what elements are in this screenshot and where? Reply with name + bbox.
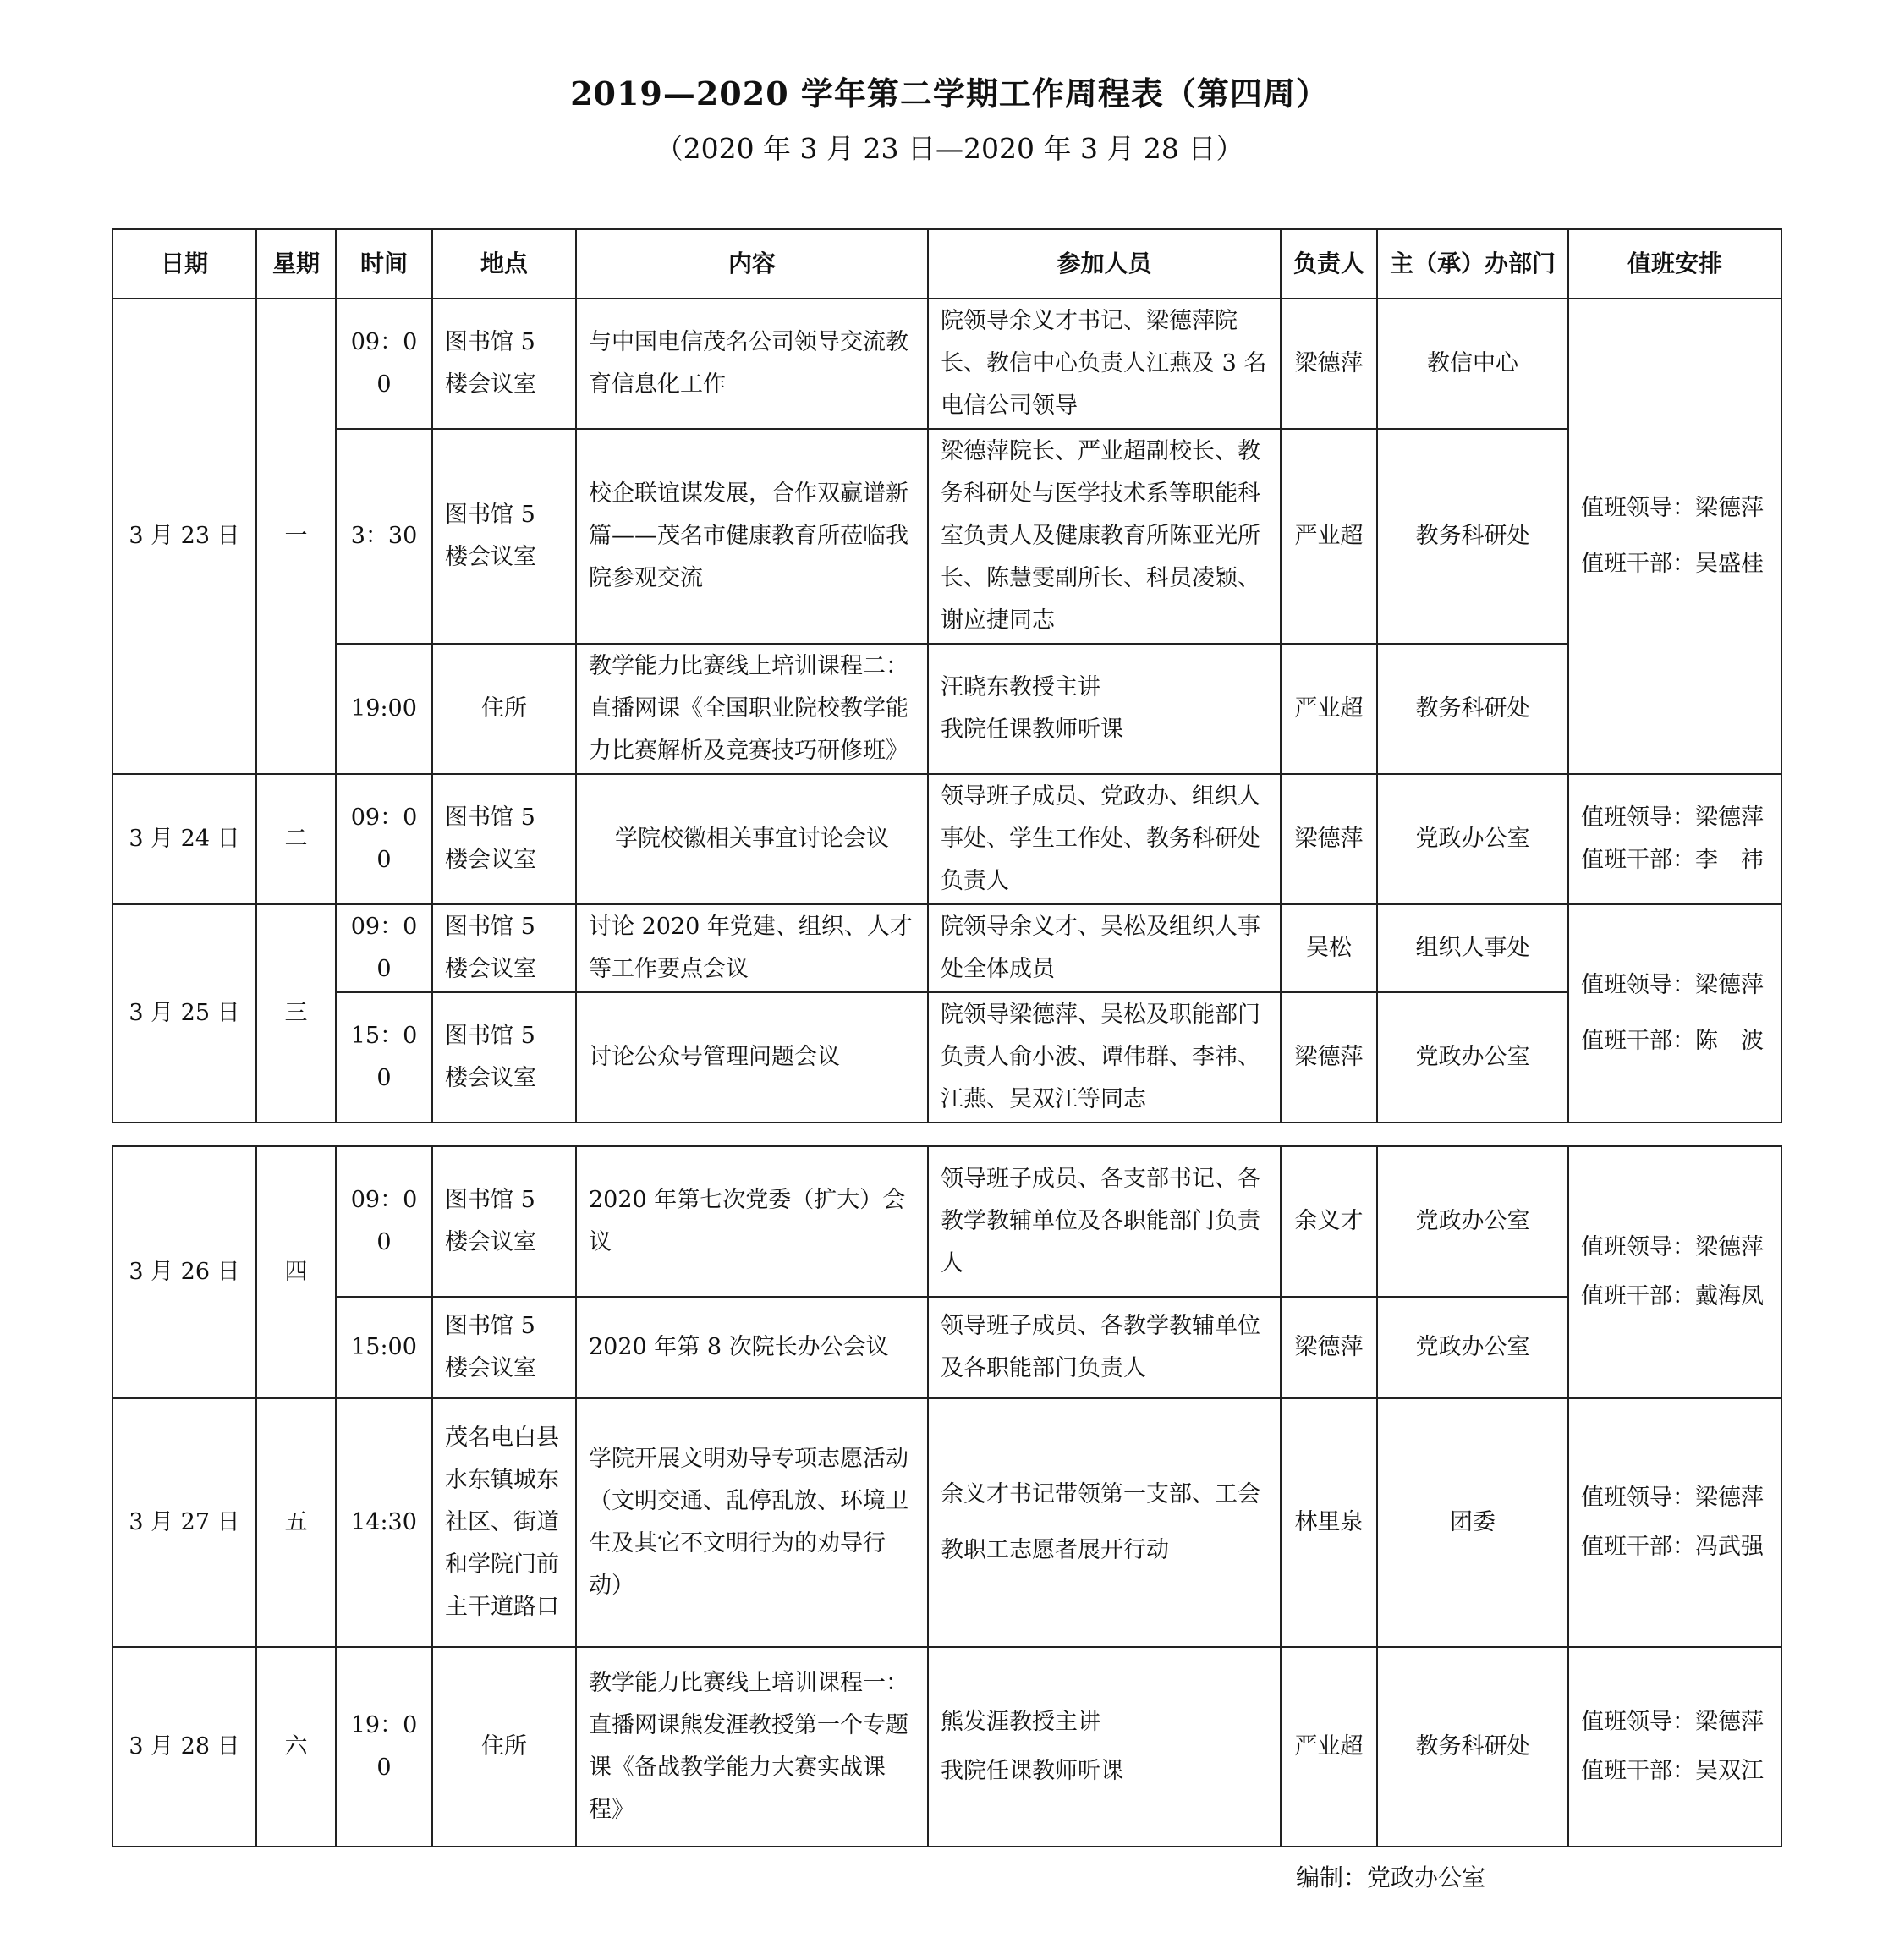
content-cell: 教学能力比赛线上培训课程一：直播网课熊发涯教授第一个专题课《备战教学能力大赛实战课程》: [576, 1647, 928, 1847]
table-row: [113, 1297, 1781, 1398]
time-cell: 15:00: [336, 1297, 432, 1398]
date-cell: 3 月 28 日: [113, 1647, 256, 1847]
place-cell: 茂名电白县水东镇城东社区、街道和学院门前主干道路口: [432, 1398, 576, 1647]
participants-cell: 院领导梁德萍、吴松及职能部门负责人俞小波、谭伟群、李祎、江燕、吴双江等同志: [928, 992, 1281, 1123]
weekday-cell: 一: [256, 299, 336, 774]
duty-cadre: 值班干部：吴盛桂: [1581, 551, 1764, 577]
content-cell: 与中国电信茂名公司领导交流教育信息化工作: [576, 299, 928, 429]
header-time: 时间: [336, 229, 432, 299]
place-cell: 图书馆 5 楼会议室: [432, 1297, 576, 1398]
time-cell: 19:00: [336, 644, 432, 774]
lead-cell: 梁德萍: [1281, 774, 1377, 904]
lead-cell: 梁德萍: [1281, 299, 1377, 429]
table-row: [113, 299, 1781, 429]
header-lead: 负责人: [1281, 229, 1377, 299]
table-row: [113, 992, 1781, 1123]
date-cell: 3 月 26 日: [113, 1146, 256, 1398]
duty-cell: [1568, 1146, 1781, 1398]
dept-cell: 团委: [1377, 1398, 1568, 1647]
participants-cell: 汪晓东教授主讲 我院任课教师听课: [928, 644, 1281, 774]
duty-leader: 值班领导：梁德萍: [1581, 1485, 1764, 1511]
dept-cell: 党政办公室: [1377, 1297, 1568, 1398]
lead-cell: 梁德萍: [1281, 992, 1377, 1123]
time-cell: 09：00: [336, 299, 432, 429]
date-cell: 3 月 25 日: [113, 904, 256, 1123]
dept-cell: 教务科研处: [1377, 1647, 1568, 1847]
header-participants: 参加人员: [928, 229, 1281, 299]
table-row: [113, 1647, 1781, 1847]
dept-cell: 教务科研处: [1377, 429, 1568, 644]
participants-cell: 余义才书记带领第一支部、工会教职工志愿者展开行动: [928, 1398, 1281, 1647]
duty-leader: 值班领导：梁德萍: [1581, 1709, 1764, 1735]
place-cell: 住所: [432, 644, 576, 774]
table-row: [113, 1146, 1781, 1297]
lead-cell: 严业超: [1281, 644, 1377, 774]
header-dept: 主（承）办部门: [1377, 229, 1568, 299]
participants-cell: 院领导余义才书记、梁德萍院长、教信中心负责人江燕及 3 名电信公司领导: [928, 299, 1281, 429]
compiled-by: 编制：党政办公室: [1296, 1864, 1486, 1891]
dept-cell: 党政办公室: [1377, 1146, 1568, 1297]
lead-cell: 严业超: [1281, 429, 1377, 644]
duty-cadre: 值班干部：吴双江: [1581, 1758, 1764, 1784]
time-cell: 09：00: [336, 774, 432, 904]
time-cell: 09：00: [336, 904, 432, 992]
header-duty: 值班安排: [1568, 229, 1781, 299]
place-cell: 住所: [432, 1647, 576, 1847]
participants-cell: 领导班子成员、各教学教辅单位及各职能部门负责人: [928, 1297, 1281, 1398]
duty-cadre: 值班干部：陈 波: [1581, 1028, 1764, 1054]
place-cell: 图书馆 5 楼会议室: [432, 774, 576, 904]
time-cell: 3：30: [336, 429, 432, 644]
lead-cell: 严业超: [1281, 1647, 1377, 1847]
participants-cell: 院领导余义才、吴松及组织人事处全体成员: [928, 904, 1281, 992]
content-cell: 讨论公众号管理问题会议: [576, 992, 928, 1123]
dept-cell: 组织人事处: [1377, 904, 1568, 992]
date-cell: 3 月 24 日: [113, 774, 256, 904]
duty-cell: [1568, 1398, 1781, 1647]
time-cell: 14:30: [336, 1398, 432, 1647]
weekday-cell: 三: [256, 904, 336, 1123]
table-header-row: [113, 229, 1781, 299]
lead-cell: 余义才: [1281, 1146, 1377, 1297]
duty-cadre: 值班干部：戴海凤: [1581, 1283, 1764, 1309]
content-cell: 2020 年第 8 次院长办公会议: [576, 1297, 928, 1398]
table-row: [113, 429, 1781, 644]
participants-cell: 梁德萍院长、严业超副校长、教务科研处与医学技术系等职能科室负责人及健康教育所陈亚光所长、陈慧雯副所长、科员凌颖、谢应捷同志: [928, 429, 1281, 644]
duty-cell: [1568, 774, 1781, 904]
place-cell: 图书馆 5 楼会议室: [432, 992, 576, 1123]
page-subtitle: （2020 年 3 月 23 日—2020 年 3 月 28 日）: [655, 132, 1244, 165]
place-cell: 图书馆 5 楼会议室: [432, 299, 576, 429]
table-row: [113, 904, 1781, 992]
lead-cell: 林里泉: [1281, 1398, 1377, 1647]
dept-cell: 教务科研处: [1377, 644, 1568, 774]
time-cell: 15：00: [336, 992, 432, 1123]
schedule-table-part-2: [112, 1145, 1782, 1847]
page-title: 2019—2020 学年第二学期工作周程表（第四周）: [570, 74, 1329, 113]
duty-cadre: 值班干部：冯武强: [1581, 1534, 1764, 1560]
lead-cell: 梁德萍: [1281, 1297, 1377, 1398]
header-content: 内容: [576, 229, 928, 299]
content-cell: 教学能力比赛线上培训课程二：直播网课《全国职业院校教学能力比赛解析及竞赛技巧研修班》: [576, 644, 928, 774]
schedule-table-part-1: [112, 228, 1782, 1123]
header-place: 地点: [432, 229, 576, 299]
content-cell: 2020 年第七次党委（扩大）会议: [576, 1146, 928, 1297]
time-cell: 19：00: [336, 1647, 432, 1847]
participants-cell: 熊发涯教授主讲 我院任课教师听课: [928, 1647, 1281, 1847]
weekday-cell: 二: [256, 774, 336, 904]
participants-cell: 领导班子成员、党政办、组织人事处、学生工作处、教务科研处负责人: [928, 774, 1281, 904]
header-date: 日期: [113, 229, 256, 299]
duty-leader: 值班领导：梁德萍: [1581, 972, 1764, 998]
dept-cell: 党政办公室: [1377, 992, 1568, 1123]
duty-cell: [1568, 1647, 1781, 1847]
table-row: [113, 774, 1781, 904]
header-weekday: 星期: [256, 229, 336, 299]
duty-cadre: 值班干部：李 祎: [1581, 847, 1764, 873]
duty-leader: 值班领导：梁德萍: [1581, 495, 1764, 521]
place-cell: 图书馆 5 楼会议室: [432, 1146, 576, 1297]
duty-cell: [1568, 299, 1781, 774]
duty-leader: 值班领导：梁德萍: [1581, 804, 1764, 831]
duty-cell: [1568, 904, 1781, 1123]
date-cell: 3 月 27 日: [113, 1398, 256, 1647]
content-cell: 讨论 2020 年党建、组织、人才等工作要点会议: [576, 904, 928, 992]
date-cell: 3 月 23 日: [113, 299, 256, 774]
duty-leader: 值班领导：梁德萍: [1581, 1234, 1764, 1260]
place-cell: 图书馆 5 楼会议室: [432, 904, 576, 992]
place-cell: 图书馆 5 楼会议室: [432, 429, 576, 644]
dept-cell: 党政办公室: [1377, 774, 1568, 904]
content-cell: 学院校徽相关事宜讨论会议: [576, 774, 928, 904]
table-row: [113, 1398, 1781, 1647]
weekday-cell: 四: [256, 1146, 336, 1398]
content-cell: 校企联谊谋发展，合作双赢谱新篇——茂名市健康教育所莅临我院参观交流: [576, 429, 928, 644]
weekday-cell: 五: [256, 1398, 336, 1647]
table-row: [113, 644, 1781, 774]
weekday-cell: 六: [256, 1647, 336, 1847]
content-cell: 学院开展文明劝导专项志愿活动（文明交通、乱停乱放、环境卫生及其它不文明行为的劝导行动）: [576, 1398, 928, 1647]
participants-cell: 领导班子成员、各支部书记、各教学教辅单位及各职能部门负责人: [928, 1146, 1281, 1297]
time-cell: 09：00: [336, 1146, 432, 1297]
lead-cell: 吴松: [1281, 904, 1377, 992]
dept-cell: 教信中心: [1377, 299, 1568, 429]
